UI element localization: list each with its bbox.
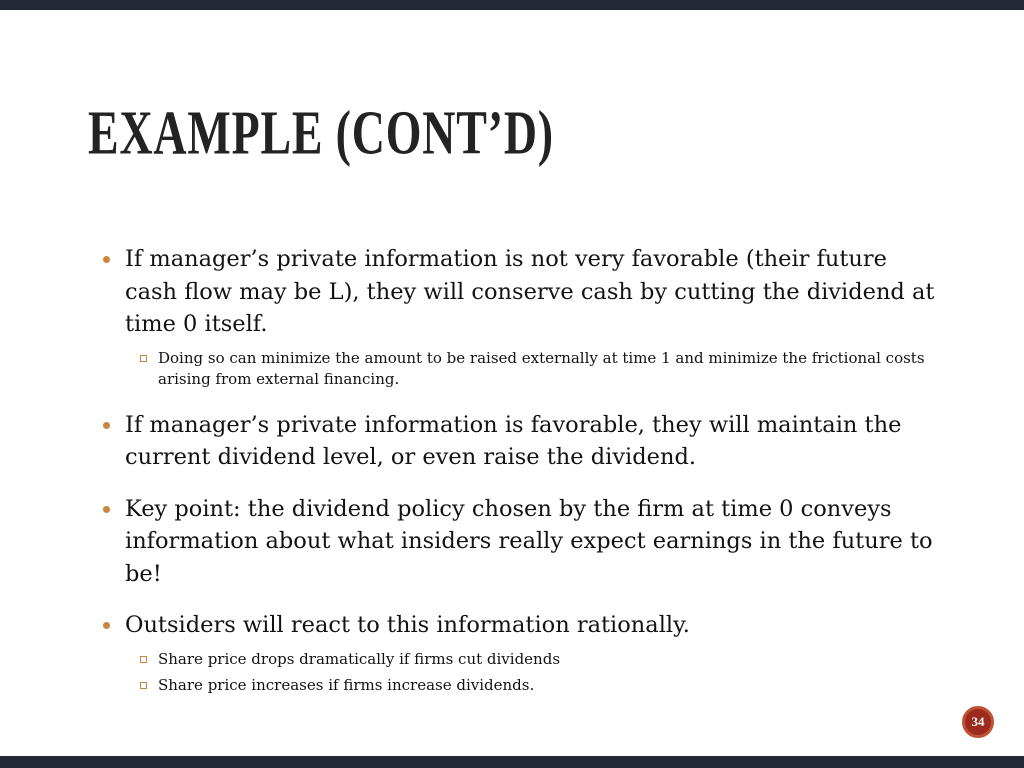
bottom-border-bar [0,756,1024,768]
bullet-icon [103,622,110,629]
slide-title: EXAMPLE (CONT’D) [88,98,554,169]
sub-bullet-text: Doing so can minimize the amount to be raised externally at time 1 and minimize the frictional costs arising from external financing. [158,348,925,388]
sub-bullet-list [100,649,945,696]
bullet-text: If manager’s private information is favorable, they will maintain the current dividend level, or even raise the dividend. [125,411,902,470]
sub-bullet-list [100,348,945,390]
bullet-group [100,609,945,696]
bullet-icon [103,422,110,429]
sub-bullet-icon [140,682,147,689]
sub-bullet-icon [140,355,147,362]
bullet-text: If manager’s private information is not very favorable (their future cash flow may be L), they will conserve cash by cutting the dividend at time 0 itself. [125,246,935,337]
sub-bullet-text: Share price drops dramatically if firms cut dividends [158,649,561,668]
top-border-bar [0,0,1024,10]
sub-bullet-item [140,348,945,390]
bullet-item [100,243,945,341]
sub-bullet-text: Share price increases if firms increase dividends. [158,675,535,694]
bullet-icon [103,256,110,263]
bullet-text: Outsiders will react to this information rationally. [125,612,690,638]
sub-bullet-item [140,675,945,696]
bullet-group [100,409,945,474]
bullet-item [100,493,945,591]
sub-bullet-icon [140,656,147,663]
bullet-item [100,409,945,474]
bullet-icon [103,506,110,513]
sub-bullet-item [140,649,945,670]
bullet-group [100,493,945,591]
bullet-group [100,243,945,390]
bullet-text: Key point: the dividend policy chosen by the firm at time 0 conveys information about what insiders really expect earnings in the future to be! [125,495,933,587]
bullet-item [100,609,945,642]
page-number: 34 [971,714,985,729]
page-number-badge [962,706,994,738]
slide-body [100,243,945,715]
